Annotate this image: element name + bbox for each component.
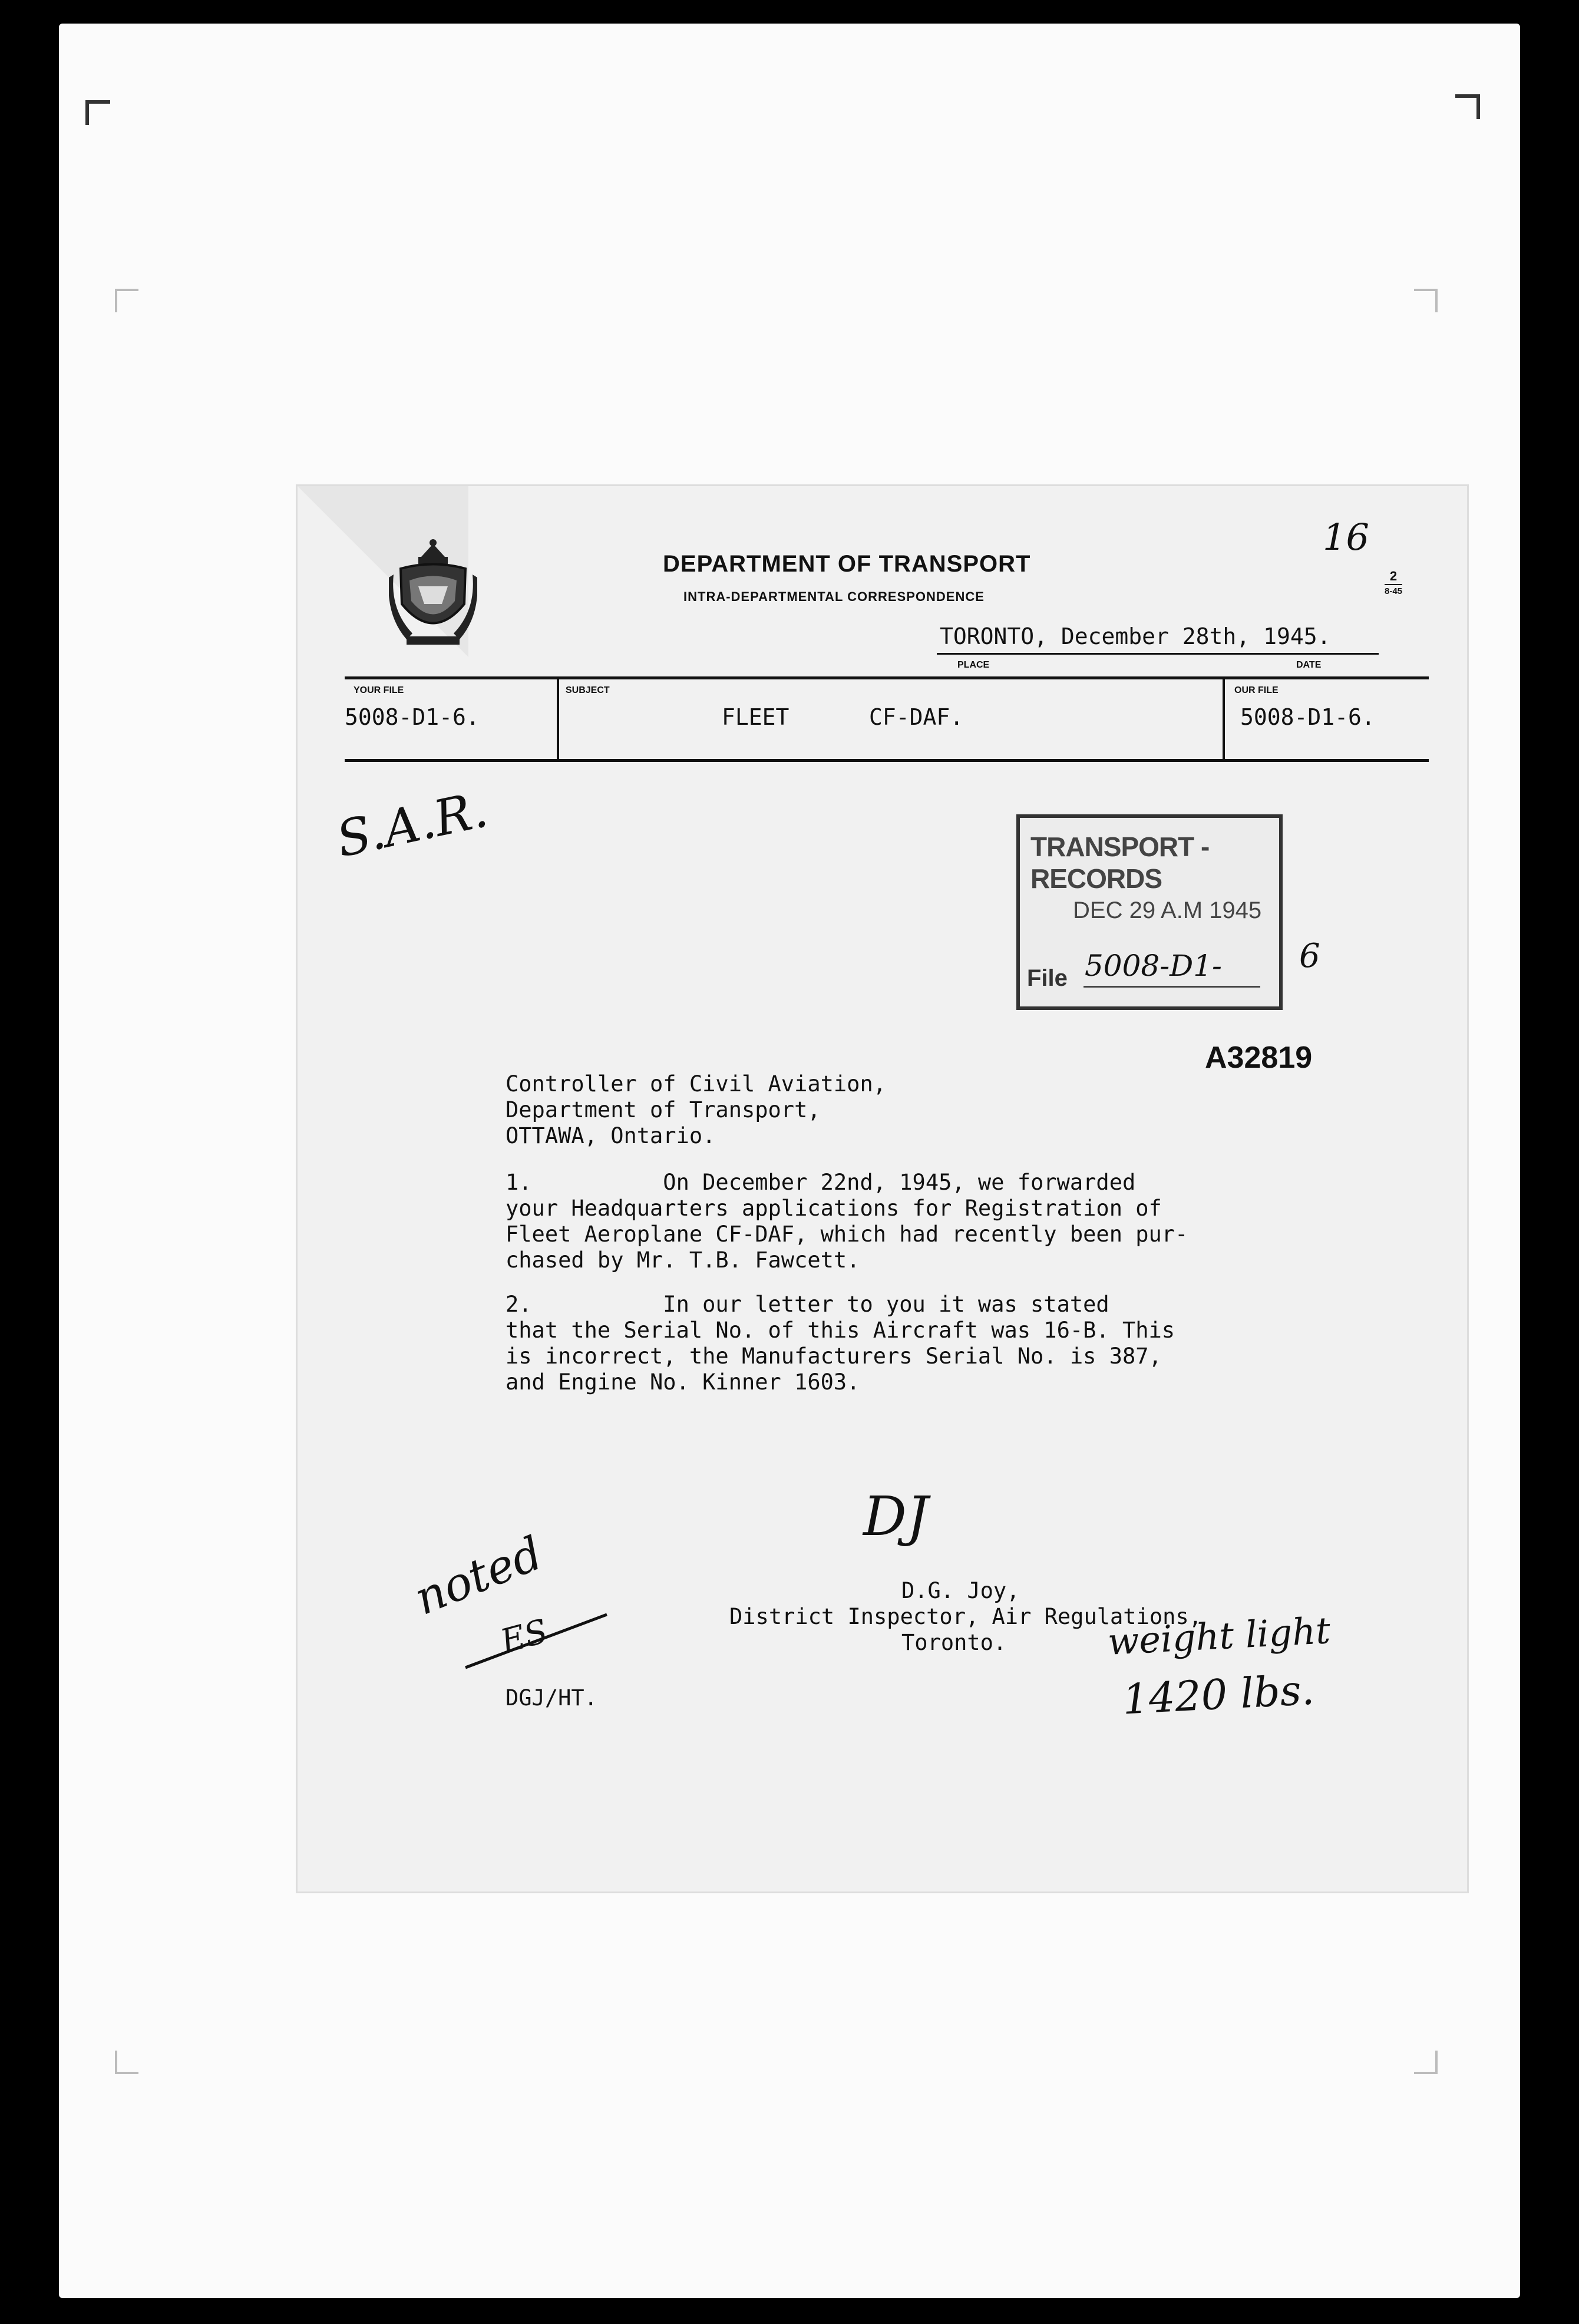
stamp-title: TRANSPORT - RECORDS bbox=[1030, 831, 1210, 894]
your-file-number: 5008-D1-6. bbox=[345, 704, 480, 730]
addressee-line: Department of Transport, bbox=[506, 1097, 821, 1123]
paragraph-2-line: 2. In our letter to you it was stated bbox=[506, 1292, 1109, 1317]
date-label: DATE bbox=[1296, 660, 1322, 670]
stamp-file-suffix: 6 bbox=[1299, 937, 1320, 975]
form-edition: 8-45 bbox=[1385, 584, 1402, 596]
file-reference-table bbox=[345, 676, 1429, 762]
stamp-date: DEC 29 A.M 1945 bbox=[1073, 897, 1262, 923]
crop-mark-top-left bbox=[85, 100, 110, 125]
your-file-label: YOUR FILE bbox=[354, 685, 404, 695]
coat-of-arms-icon bbox=[389, 539, 477, 648]
signatory-place: Toronto. bbox=[901, 1630, 1007, 1655]
subject-label: SUBJECT bbox=[566, 685, 610, 695]
our-file-number: 5008-D1-6. bbox=[1240, 704, 1375, 730]
our-file-label: OUR FILE bbox=[1234, 685, 1279, 695]
signatory-name: D.G. Joy, bbox=[901, 1578, 1020, 1603]
stamp-file-rule bbox=[1084, 986, 1260, 988]
handwritten-weight-note: weight light bbox=[1106, 1609, 1332, 1663]
crop-mark-top-right bbox=[1455, 94, 1480, 119]
handwritten-noted: noted bbox=[407, 1527, 550, 1626]
paragraph-1-line: Fleet Aeroplane CF-DAF, which had recently been pur- bbox=[506, 1222, 1188, 1247]
place-label: PLACE bbox=[957, 660, 990, 670]
crop-mark-mid-left bbox=[115, 289, 138, 312]
signatory-title: District Inspector, Air Regulations, bbox=[729, 1604, 1202, 1629]
noted-strike-line bbox=[460, 1603, 613, 1673]
addressee-line: OTTAWA, Ontario. bbox=[506, 1123, 716, 1148]
form-number bbox=[1385, 569, 1402, 596]
paragraph-1-line: your Headquarters applications for Registration of bbox=[506, 1196, 1162, 1221]
handwritten-initials: S.A.R. bbox=[331, 780, 493, 869]
crop-mark-bottom-right bbox=[1414, 2051, 1438, 2074]
form-number-value: 2 bbox=[1389, 569, 1398, 583]
place-date: TORONTO, December 28th, 1945. bbox=[940, 623, 1331, 649]
signature-initials: DJ bbox=[863, 1485, 929, 1548]
department-title: DEPARTMENT OF TRANSPORT bbox=[663, 551, 1031, 577]
crop-mark-mid-right bbox=[1414, 289, 1438, 312]
stamp-file-number: 5008-D1- bbox=[1085, 949, 1222, 983]
table-divider bbox=[557, 679, 559, 759]
handwritten-noted-initials: ES bbox=[496, 1612, 552, 1662]
paragraph-2-line: and Engine No. Kinner 1603. bbox=[506, 1369, 860, 1395]
subject-registration: CF-DAF. bbox=[869, 704, 964, 730]
place-date-rule bbox=[937, 653, 1379, 655]
page-number-handwritten: 16 bbox=[1323, 516, 1369, 559]
table-divider bbox=[1223, 679, 1225, 759]
addressee-line: Controller of Civil Aviation, bbox=[506, 1071, 887, 1097]
reference-initials: DGJ/HT. bbox=[506, 1685, 597, 1711]
paragraph-2-line: that the Serial No. of this Aircraft was 16-B. This bbox=[506, 1318, 1175, 1343]
handwritten-weight-value: 1420 lbs. bbox=[1121, 1665, 1316, 1724]
accession-number: A32819 bbox=[1205, 1041, 1313, 1075]
records-stamp bbox=[1016, 814, 1283, 1010]
department-subtitle: INTRA-DEPARTMENTAL CORRESPONDENCE bbox=[683, 589, 985, 604]
paragraph-1-line: 1. On December 22nd, 1945, we forwarded bbox=[506, 1170, 1136, 1195]
paragraph-1-line: chased by Mr. T.B. Fawcett. bbox=[506, 1247, 860, 1273]
paragraph-2-line: is incorrect, the Manufacturers Serial No. is 387, bbox=[506, 1343, 1162, 1369]
subject-fleet: FLEET bbox=[722, 704, 790, 730]
crop-mark-bottom-left bbox=[115, 2051, 138, 2074]
stamp-file-label: File bbox=[1027, 965, 1068, 991]
